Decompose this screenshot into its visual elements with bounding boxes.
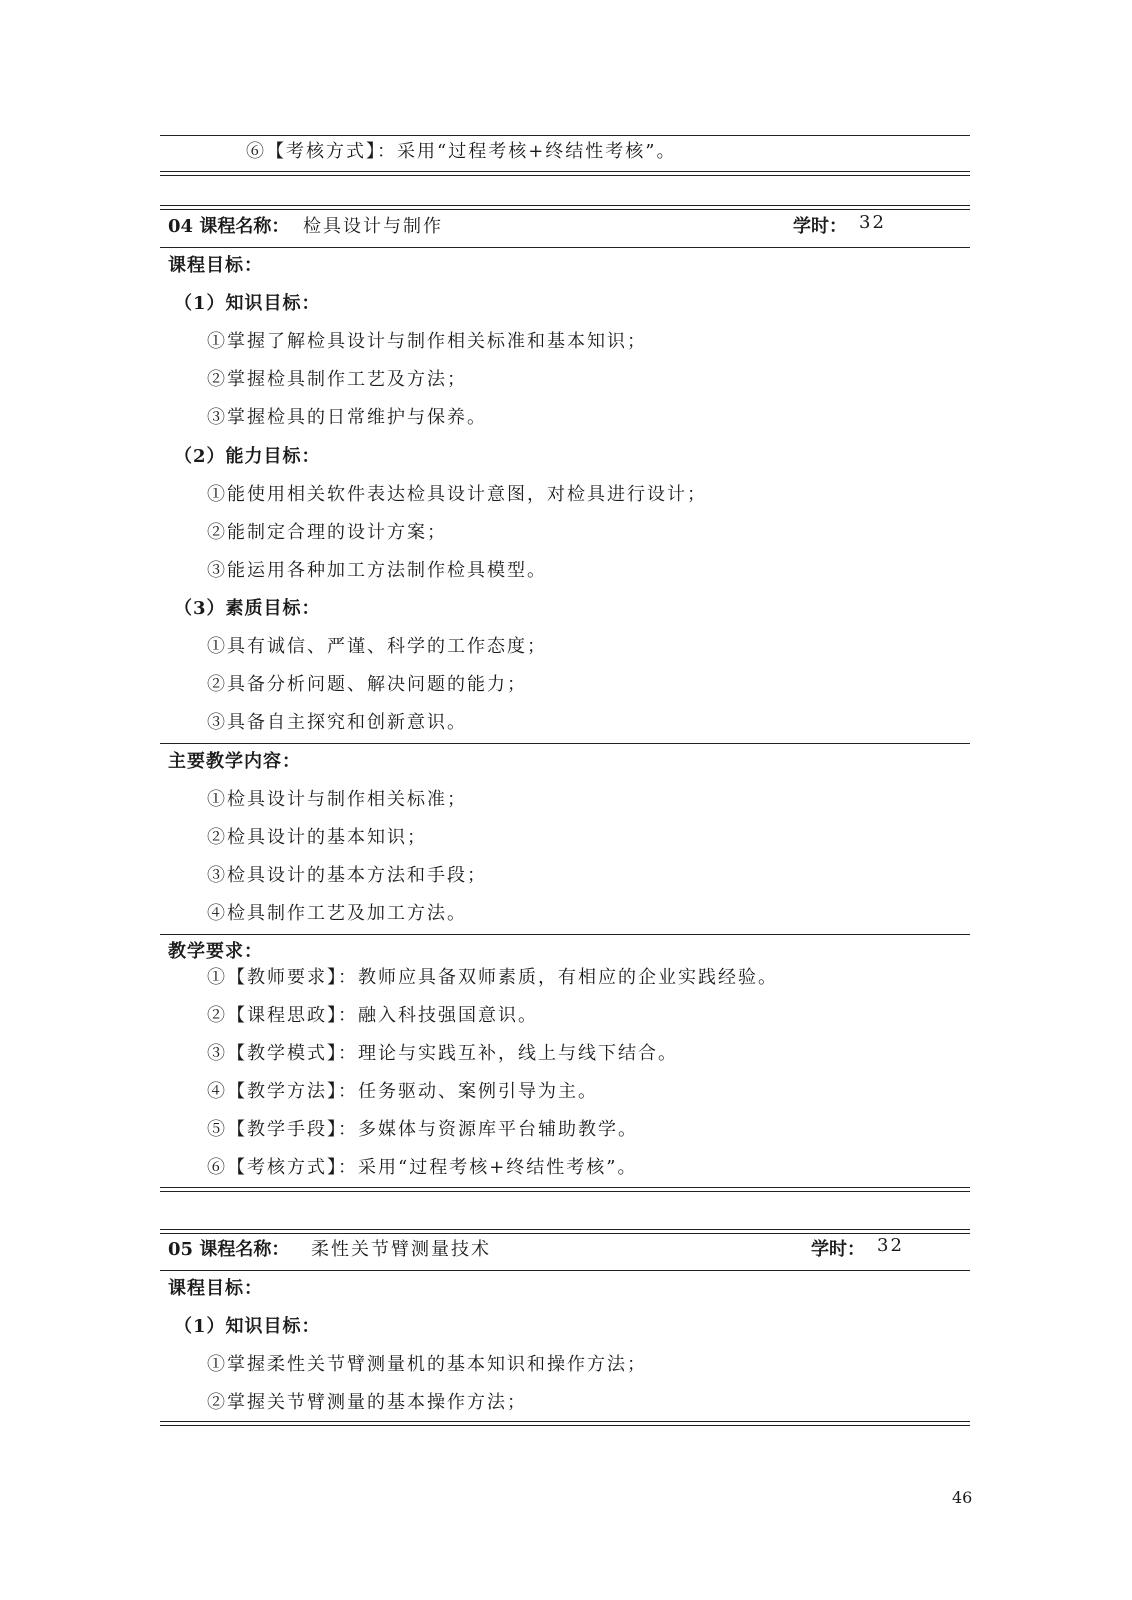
course04-quality-item: ③具备自主探究和创新意识。 <box>207 712 467 733</box>
course04-knowledge-item: ①掌握了解检具设计与制作相关标准和基本知识； <box>207 331 647 352</box>
course04-ability-item: ③能运用各种加工方法制作检具模型。 <box>207 560 547 581</box>
course04-ability-item: ①能使用相关软件表达检具设计意图，对检具进行设计； <box>207 484 707 505</box>
course05-bottom-rule <box>160 1421 970 1426</box>
course04-code-label: 04 课程名称： <box>168 216 290 237</box>
course05-knowledge-heading: （1）知识目标： <box>174 1316 321 1337</box>
course04-ability-item: ②能制定合理的设计方案； <box>207 522 447 543</box>
assessment-line: ⑥【考核方式】：采用“过程考核+终结性考核”。 <box>246 141 677 162</box>
course04-requirement-item: ③【教学模式】：理论与实践互补，线上与线下结合。 <box>207 1043 678 1064</box>
course05-objectives-heading: 课程目标： <box>168 1278 263 1299</box>
course04-requirement-item: ⑥【考核方式】：采用“过程考核+终结性考核”。 <box>207 1157 638 1178</box>
course04-hours-label: 学时： <box>793 216 847 237</box>
course04-requirement-item: ⑤【教学手段】：多媒体与资源库平台辅助教学。 <box>207 1119 638 1140</box>
course04-requirements-rule <box>160 934 970 935</box>
course04-requirement-item: ④【教学方法】：任务驱动、案例引导为主。 <box>207 1081 598 1102</box>
course04-bottom-rule <box>160 1187 970 1192</box>
course04-content-rule <box>160 743 970 744</box>
course04-requirements-heading: 教学要求： <box>168 941 263 962</box>
course04-name: 检具设计与制作 <box>303 216 443 237</box>
table-bottom-rule <box>160 171 970 176</box>
course04-ability-heading: （2）能力目标： <box>174 446 321 467</box>
table-top-rule <box>160 135 970 136</box>
course04-objectives-heading: 课程目标： <box>168 255 263 276</box>
course04-content-item: ②检具设计的基本知识； <box>207 827 427 848</box>
course04-top-rule <box>160 205 970 210</box>
course04-content-item: ④检具制作工艺及加工方法。 <box>207 903 467 924</box>
course04-requirement-item: ①【教师要求】：教师应具备双师素质，有相应的企业实践经验。 <box>207 967 778 988</box>
course05-header-rule <box>160 1270 970 1271</box>
course04-knowledge-item: ③掌握检具的日常维护与保养。 <box>207 407 487 428</box>
course05-hours-label: 学时： <box>811 1239 865 1260</box>
course04-hours: 32 <box>859 212 886 233</box>
course05-knowledge-item: ②掌握关节臂测量的基本操作方法； <box>207 1392 527 1413</box>
course04-quality-item: ①具有诚信、严谨、科学的工作态度； <box>207 636 547 657</box>
course04-content-heading: 主要教学内容： <box>168 751 301 772</box>
course04-knowledge-heading: （1）知识目标： <box>174 293 321 314</box>
course04-content-item: ①检具设计与制作相关标准； <box>207 789 467 810</box>
course04-content-item: ③检具设计的基本方法和手段； <box>207 865 487 886</box>
course04-requirement-item: ②【课程思政】：融入科技强国意识。 <box>207 1005 538 1026</box>
course05-code-label: 05 课程名称： <box>168 1239 290 1260</box>
course04-knowledge-item: ②掌握检具制作工艺及方法； <box>207 369 467 390</box>
course05-knowledge-item: ①掌握柔性关节臂测量机的基本知识和操作方法； <box>207 1354 647 1375</box>
page-number: 46 <box>952 1488 973 1507</box>
course04-header-rule <box>160 247 970 248</box>
course05-top-rule <box>160 1229 970 1234</box>
course05-hours: 32 <box>877 1235 904 1256</box>
course05-name: 柔性关节臂测量技术 <box>311 1239 491 1260</box>
course04-quality-item: ②具备分析问题、解决问题的能力； <box>207 674 527 695</box>
course04-quality-heading: （3）素质目标： <box>174 598 321 619</box>
